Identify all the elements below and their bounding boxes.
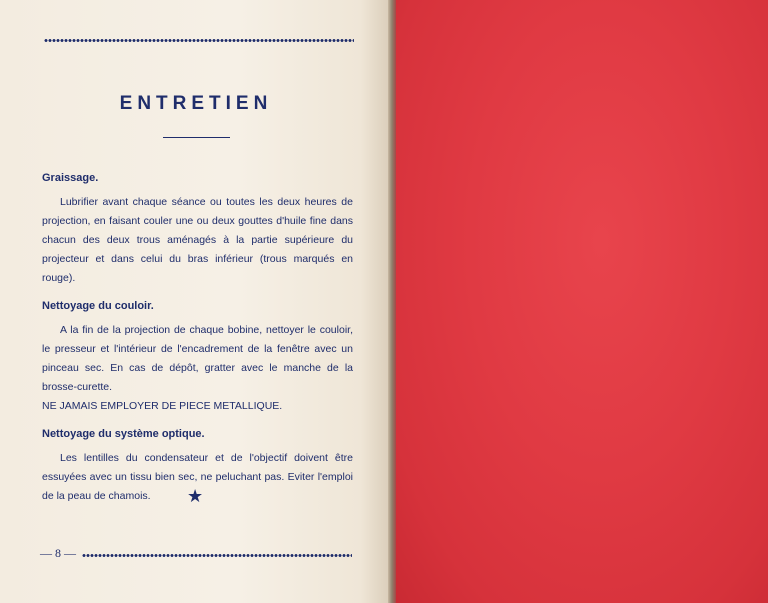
- warning-line: NE JAMAIS EMPLOYER DE PIECE METALLIQUE.: [42, 400, 283, 412]
- page-title: ENTRETIEN: [119, 93, 273, 114]
- section-nettoyage-couloir: [42, 300, 353, 416]
- section-paragraph: Lubrifier avant chaque séance ou toutes les deux heures de projection, en faisant couler une ou deux gouttes d'huile fine dans chacun des deux trous aménagés à la partie supérieure du projecteur et dans celui du bras inférieur (trous marqués en rouge).: [42, 196, 353, 284]
- page-content: [42, 172, 353, 518]
- section-paragraph: Les lentilles du condensateur et de l'objectif doivent être essuyées avec un tissu bien sec, ne peluchant pas. Eviter l'emploi de la peau de chamois.: [42, 452, 353, 502]
- section-heading: Nettoyage du couloir.: [42, 300, 154, 312]
- page-number: — 8 —: [40, 546, 76, 560]
- star-ornament-icon: ★: [187, 486, 204, 506]
- bottom-dotted-border: [82, 553, 352, 558]
- right-page-red: [396, 0, 768, 603]
- section-heading: Graissage.: [42, 172, 99, 184]
- section-heading: Nettoyage du système optique.: [42, 428, 205, 440]
- section-graissage: [42, 172, 353, 288]
- top-dotted-border: [44, 38, 354, 43]
- title-underline: [163, 137, 230, 138]
- section-paragraph: A la fin de la projection de chaque bobine, nettoyer le couloir, le presseur et l'intérieur de l'encadrement de la fenêtre avec un pinceau sec. En cas de dépôt, gratter avec le manche de la brosse-curette.: [42, 324, 353, 393]
